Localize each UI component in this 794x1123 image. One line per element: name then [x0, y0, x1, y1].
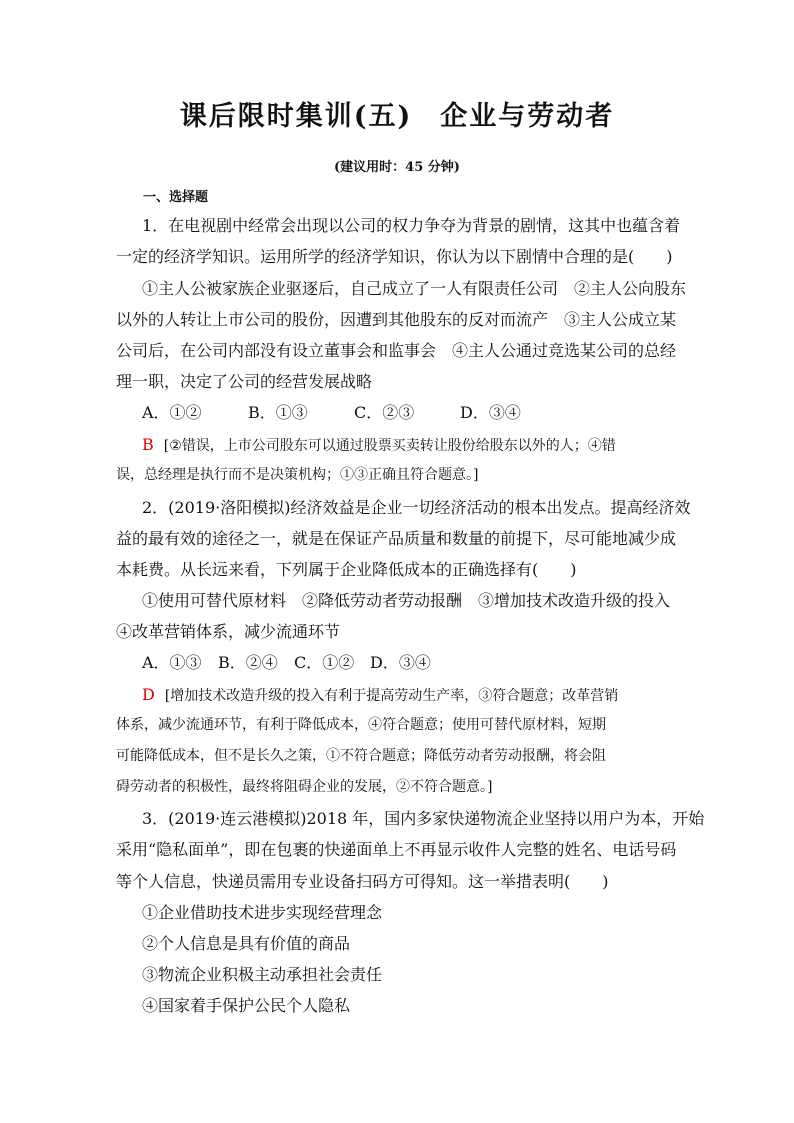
q3-statement-3: ③物流企业积极主动承担社会责任	[142, 965, 383, 984]
title-main: 课后限时集训(五)	[179, 101, 413, 132]
q3-statement-1: ①企业借助技术进步实现经营理念	[142, 903, 383, 922]
q1-answer-line1	[142, 429, 682, 462]
q2-stem-line3: 本耗费。从长远来看，下列属于企业降低成本的正确选择有( )	[116, 560, 577, 579]
q3-stem-line2: 采用“隐私面单”，即在包裹的快递面单上不再显示收件人完整的姓名、电话号码	[116, 840, 677, 859]
q3-statement-2: ②个人信息是具有价值的商品	[142, 934, 351, 953]
q2-answer-key: D	[142, 685, 155, 704]
suggested-time: (建议用时：45 分钟)	[334, 160, 460, 175]
q2-statement-line1: ①使用可替代原材料 ②降低劳动者劳动报酬 ③增加技术改造升级的投入	[142, 591, 671, 610]
q2-option-d: D．③④	[370, 653, 431, 672]
q2-options	[142, 647, 431, 678]
title-topic: 企业与劳动者	[440, 101, 615, 132]
q2-explanation-line2: 体系，减少流通环节，有利于降低成本，④符合题意；使用可替代原材料，短期	[116, 717, 606, 733]
q1-option-a: A．①②	[142, 403, 202, 422]
q1-explanation-line1: [②错误，上市公司股东可以通过股票买卖转让股份给股东以外的人；④错	[163, 438, 616, 454]
q2-explanation-line4: 碍劳动者的积极性，最终将阻碍企业的发展，②不符合题意。]	[116, 779, 493, 795]
q1-stem-line1: 1．在电视剧中经常会出现以公司的权力争夺为背景的剧情，这其中也蕴含着	[142, 216, 681, 235]
q2-explanation-line3: 可能降低成本，但不是长久之策，①不符合题意；降低劳动者劳动报酬，将会阻	[116, 748, 606, 764]
q1-statement-line1: ①主人公被家族企业驱逐后，自己成立了一人有限责任公司 ②主人公向股东	[142, 279, 687, 298]
q1-answer-key: B	[142, 435, 154, 454]
q2-answer-line1	[142, 679, 682, 712]
q2-stem-line1: 2．(2019·洛阳模拟)经济效益是企业一切经济活动的根本出发点。提高经济效	[142, 498, 691, 517]
q2-stem-line2: 益的最有效的途径之一，就是在保证产品质量和数量的前提下，尽可能地减少成	[116, 529, 677, 548]
page-title	[0, 94, 794, 133]
section-heading: 一、选择题	[143, 190, 209, 205]
q1-stem-line2: 一定的经济学知识。运用所学的经济学知识，你认为以下剧情中合理的是( )	[116, 247, 673, 266]
q1-options	[142, 397, 566, 428]
q3-statement-4: ④国家着手保护公民个人隐私	[142, 996, 351, 1015]
q2-statement-line2: ④改革营销体系，减少流通环节	[116, 622, 341, 641]
q2-explanation-line1: [增加技术改造升级的投入有利于提高劳动生产率，③符合题意；改革营销	[164, 688, 619, 704]
q2-option-a: A．①③	[142, 653, 202, 672]
q2-option-b: B．②④	[218, 653, 278, 672]
q3-stem-line3: 等个人信息，快递员需用专业设备扫码方可得知。这一举措表明( )	[116, 872, 609, 891]
q1-option-c: C．②③	[354, 403, 415, 422]
q1-statement-line4: 理一职，决定了公司的经营发展战略	[116, 372, 373, 391]
q1-statement-line3: 公司后，在公司内部没有设立董事会和监事会 ④主人公通过竞选某公司的总经	[116, 341, 677, 360]
q1-option-d: D．③④	[460, 403, 521, 422]
q1-option-b: B．①③	[248, 403, 308, 422]
q2-option-c: C．①②	[294, 653, 355, 672]
q1-statement-line2: 以外的人转让上市公司的股份，因遭到其他股东的反对而流产 ③主人公成立某	[116, 310, 677, 329]
q1-explanation-line2: 误，总经理是执行而不是决策机构；①③正确且符合题意。]	[116, 467, 479, 483]
q3-stem-line1: 3．(2019·连云港模拟)2018 年，国内多家快递物流企业坚持以用户为本，开始	[142, 809, 705, 828]
